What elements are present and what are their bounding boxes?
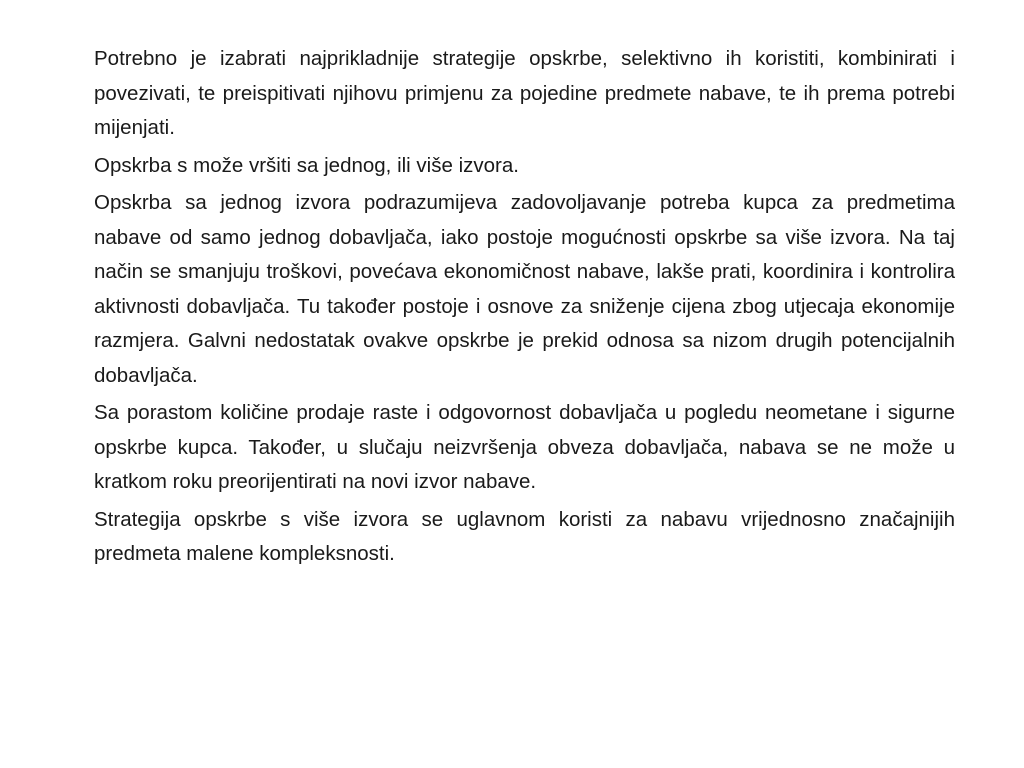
paragraph-4: Sa porastom količine prodaje raste i odgovornost dobavljača u pogledu neometane i sigurne opskrbe kupca. Također, u slučaju neizvršenja obveza dobavljača, nabava se ne može u kratkom roku preorijentirati na novi izvor nabave.: [94, 401, 955, 493]
paragraph-1: Potrebno je izabrati najprikladnije strategije opskrbe, selektivno ih koristiti, kombinirati i povezivati, te preispitivati njihovu primjenu za pojedine predmete nabave, te ih prema potrebi mijenjati.: [94, 47, 955, 139]
paragraph-3: Opskrba sa jednog izvora podrazumijeva zadovoljavanje potreba kupca za predmetima nabave od samo jednog dobavljača, iako postoje mogućnosti opskrbe sa više izvora. Na taj način se smanjuju troškovi, povećava ekonomičnost nabave, lakše prati, koordinira i kontrolira aktivnosti dobavljača. Tu također postoje i osnove za sniženje cijena zbog utjecaja ekonomije razmjera. Galvni nedostatak ovakve opskrbe je prekid odnosa sa nizom drugih potencijalnih dobavljača.: [94, 191, 955, 387]
slide-body-text: [94, 42, 955, 575]
paragraph-5: Strategija opskrbe s više izvora se uglavnom koristi za nabavu vrijednosno značajnijih predmeta malene kompleksnosti.: [94, 507, 955, 565]
paragraph-2: Opskrba s može vršiti sa jednog, ili više izvora.: [94, 153, 519, 177]
